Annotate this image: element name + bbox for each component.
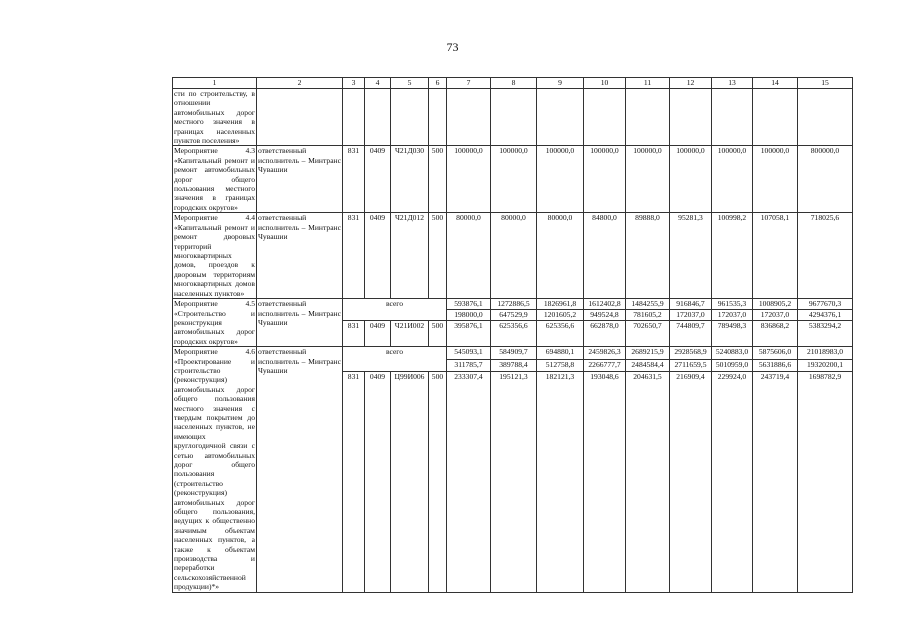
code-cell: 0409 — [365, 146, 391, 213]
value-cell: 172037,0 — [712, 310, 753, 321]
value-cell: 100000,0 — [626, 146, 670, 213]
header-cell: 3 — [343, 78, 365, 89]
code-cell: 831 — [343, 146, 365, 213]
value-cell: 1272886,5 — [491, 299, 537, 310]
code-cell: 500 — [429, 372, 447, 592]
value-cell: 1484255,9 — [626, 299, 670, 310]
table-row — [173, 347, 853, 360]
value-cell: 2689215,9 — [626, 347, 670, 360]
value-cell: 593876,1 — [447, 299, 491, 310]
value-cell: 80000,0 — [491, 213, 537, 299]
header-row — [173, 78, 853, 89]
value-cell: 961535,3 — [712, 299, 753, 310]
value-cell: 584909,7 — [491, 347, 537, 360]
responsible-executor: ответственный исполнитель – Минтранс Чувашии — [257, 213, 343, 299]
code-cell: Ч21И002 — [391, 321, 429, 347]
value-cell: 216909,4 — [670, 372, 712, 592]
responsible-executor: ответственный исполнитель – Минтранс Чувашии — [257, 146, 343, 213]
value-cell: 198000,0 — [447, 310, 491, 321]
value-cell: 662878,0 — [584, 321, 626, 347]
value-cell: 1698782,9 — [798, 372, 853, 592]
header-cell: 12 — [670, 78, 712, 89]
value-cell: 545093,1 — [447, 347, 491, 360]
header-cell: 14 — [753, 78, 798, 89]
value-cell: 1008905,2 — [753, 299, 798, 310]
value-cell: 1612402,8 — [584, 299, 626, 310]
table-row — [173, 89, 853, 146]
header-cell: 6 — [429, 78, 447, 89]
value-cell: 311785,7 — [447, 360, 491, 372]
value-cell: 233307,4 — [447, 372, 491, 592]
value-cell: 172037,0 — [670, 310, 712, 321]
header-cell: 8 — [491, 78, 537, 89]
code-cell: 0409 — [365, 213, 391, 299]
header-cell: 13 — [712, 78, 753, 89]
value-cell: 80000,0 — [447, 213, 491, 299]
value-cell: 2459826,3 — [584, 347, 626, 360]
value-cell: 718025,6 — [798, 213, 853, 299]
value-cell: 84800,0 — [584, 213, 626, 299]
responsible-executor: ответственный исполнитель – Минтранс Чувашии — [257, 347, 343, 593]
value-cell: 229924,0 — [712, 372, 753, 592]
value-cell: 2928568,9 — [670, 347, 712, 360]
code-cell: Ц99И006 — [391, 372, 429, 592]
header-cell: 15 — [798, 78, 853, 89]
value-cell: 389788,4 — [491, 360, 537, 372]
header-cell: 2 — [257, 78, 343, 89]
code-cell: 500 — [429, 213, 447, 299]
code-cell: 0409 — [365, 372, 391, 592]
code-cell: 831 — [343, 321, 365, 347]
code-cell: 0409 — [365, 321, 391, 347]
value-cell: 800000,0 — [798, 146, 853, 213]
value-cell: 100000,0 — [753, 146, 798, 213]
value-cell: 100000,0 — [584, 146, 626, 213]
value-cell: 625356,6 — [537, 321, 584, 347]
value-cell: 100000,0 — [447, 146, 491, 213]
value-cell: 395876,1 — [447, 321, 491, 347]
value-cell: 5383294,2 — [798, 321, 853, 347]
code-cell: 831 — [343, 213, 365, 299]
header-cell: 1 — [173, 78, 257, 89]
value-cell: 182121,3 — [537, 372, 584, 592]
table-row — [173, 213, 853, 299]
value-cell: 949524,8 — [584, 310, 626, 321]
value-cell: 21018983,0 — [798, 347, 853, 360]
measure-description: Мероприятие 4.6 «Проектирование и строительство (реконструкция) автомобильных дорог общего пользования местного значения с твердым покрытием до населенных пунктов, не имеющих круглогодичной связи с сетью автомобильных дорог общего пользования (строительство (реконструкция) автомобильных дорог общего пользования, ведущих к общественно значимым объектам населенных пунктов, а также к объектам производства и переработки сельскохозяйственной продукции)*» — [174, 347, 255, 592]
code-cell: Ч21Д030 — [391, 146, 429, 213]
value-cell: 5010959,0 — [712, 360, 753, 372]
header-cell: 11 — [626, 78, 670, 89]
table-row — [173, 299, 853, 310]
value-cell: 625356,6 — [491, 321, 537, 347]
value-cell: 916846,7 — [670, 299, 712, 310]
value-cell: 100000,0 — [670, 146, 712, 213]
value-cell: 80000,0 — [537, 213, 584, 299]
header-cell: 5 — [391, 78, 429, 89]
value-cell: 789498,3 — [712, 321, 753, 347]
code-cell: 500 — [429, 146, 447, 213]
value-cell: 193048,6 — [584, 372, 626, 592]
value-cell: 1826961,8 — [537, 299, 584, 310]
value-cell: 204631,5 — [626, 372, 670, 592]
code-cell: Ч21Д012 — [391, 213, 429, 299]
measure-description: Мероприятие 4.4 «Капитальный ремонт и ремонт дворовых территорий многоквартирных домов, проездов к дворовым территориям многоквартирных домов населенных пунктов» — [174, 213, 255, 298]
value-cell: 647529,9 — [491, 310, 537, 321]
value-cell: 702650,7 — [626, 321, 670, 347]
value-cell: 100000,0 — [491, 146, 537, 213]
code-cell: 500 — [429, 321, 447, 347]
value-cell: 243719,4 — [753, 372, 798, 592]
value-cell: 107058,1 — [753, 213, 798, 299]
value-cell: 89888,0 — [626, 213, 670, 299]
code-cell: 831 — [343, 372, 365, 592]
total-label: всего — [343, 299, 447, 321]
table-row — [173, 146, 853, 213]
value-cell: 172037,0 — [753, 310, 798, 321]
value-cell: 4294376,1 — [798, 310, 853, 321]
value-cell: 2484584,4 — [626, 360, 670, 372]
value-cell: 9677670,3 — [798, 299, 853, 310]
value-cell: 744809,7 — [670, 321, 712, 347]
value-cell: 5875606,0 — [753, 347, 798, 360]
measure-description: сти по строительству, в отношении автомобильных дорог местного значения в границах населенных пунктов поселения» — [174, 89, 255, 146]
value-cell: 100000,0 — [712, 146, 753, 213]
value-cell: 781605,2 — [626, 310, 670, 321]
header-cell: 10 — [584, 78, 626, 89]
value-cell: 694880,1 — [537, 347, 584, 360]
value-cell: 512758,8 — [537, 360, 584, 372]
value-cell: 2266777,7 — [584, 360, 626, 372]
value-cell: 1201605,2 — [537, 310, 584, 321]
total-label: всего — [343, 347, 447, 372]
measure-description: Мероприятие 4.5 «Строительство и реконструкция автомобильных дорог городских округов» — [174, 299, 255, 346]
value-cell: 100000,0 — [537, 146, 584, 213]
value-cell: 5631886,6 — [753, 360, 798, 372]
value-cell: 2711659,5 — [670, 360, 712, 372]
value-cell: 100998,2 — [712, 213, 753, 299]
value-cell: 5240883,0 — [712, 347, 753, 360]
budget-table — [172, 77, 853, 593]
header-cell: 9 — [537, 78, 584, 89]
value-cell: 195121,3 — [491, 372, 537, 592]
header-cell: 4 — [365, 78, 391, 89]
responsible-executor: ответственный исполнитель – Минтранс Чувашии — [257, 299, 343, 347]
value-cell: 95281,3 — [670, 213, 712, 299]
value-cell: 19320200,1 — [798, 360, 853, 372]
value-cell: 836868,2 — [753, 321, 798, 347]
measure-description: Мероприятие 4.3 «Капитальный ремонт и ремонт автомобильных дорог общего пользования местного значения в границах городских округов» — [174, 146, 255, 212]
page-number: 73 — [446, 40, 459, 54]
header-cell: 7 — [447, 78, 491, 89]
